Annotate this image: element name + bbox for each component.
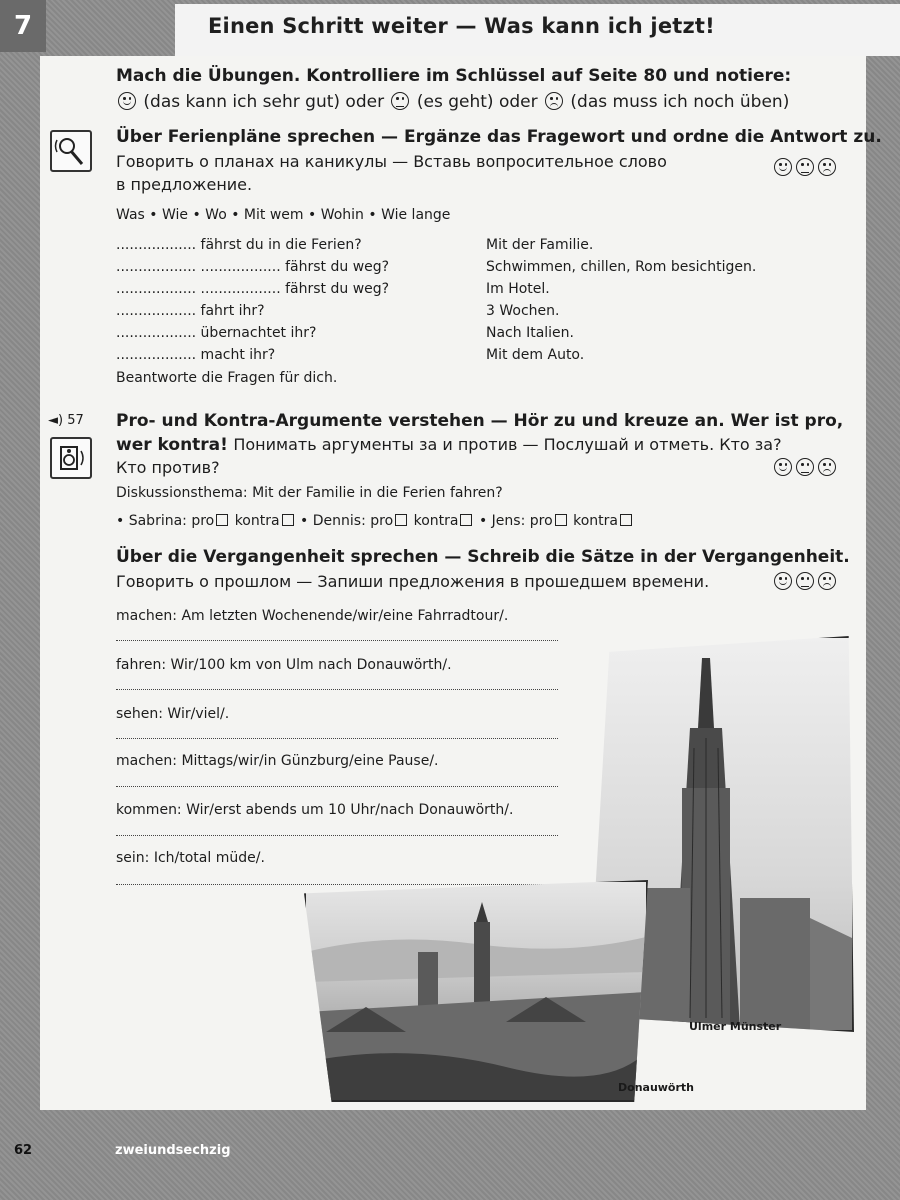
section1-ru-line2: в предложение. [116,175,253,194]
page-number: 62 [14,1143,33,1158]
sad-face-icon[interactable] [818,458,836,476]
prompt-2: fahren: Wir/100 km von Ulm nach Donauwörth/. [116,657,452,673]
checkbox-jens-pro[interactable] [555,514,567,526]
question-6[interactable]: .................. macht ihr? [116,347,276,363]
discussion-topic: Diskussionsthema: Mit der Familie in die Ferien fahren? [116,485,503,501]
checkbox-dennis-kontra[interactable] [460,514,472,526]
page-number-word: zweiundsechzig [115,1143,231,1158]
question-5[interactable]: .................. übernachtet ihr? [116,325,317,341]
answer-line-6[interactable] [116,884,558,885]
cathedral-caption: Ulmer Münster [689,1020,782,1033]
intro-legend [116,92,789,112]
person-sabrina: Sabrina: [128,513,187,529]
neutral-face-icon[interactable] [796,572,814,590]
microphone-icon [50,130,92,172]
kontra-label: kontra [413,513,459,529]
neutral-face-icon[interactable] [796,458,814,476]
track-number: 57 [67,413,84,428]
pro-label: pro [370,513,394,529]
section2-ru-line2: Кто против? [116,458,220,477]
person-dennis: Dennis: [312,513,366,529]
checkbox-dennis-pro[interactable] [395,514,407,526]
self-assessment-2[interactable] [774,458,836,476]
audio-track[interactable] [48,413,84,428]
answer-1: Mit der Familie. [486,237,594,253]
chapter-number: 7 [0,0,46,52]
happy-face-icon[interactable] [774,458,792,476]
self-assessment-3[interactable] [774,572,836,590]
section1-ru-line1: Говорить о планах на каникулы — Вставь вопросительное слово [116,152,667,171]
checkbox-sabrina-pro[interactable] [216,514,228,526]
checkbox-jens-kontra[interactable] [620,514,632,526]
question-4[interactable]: .................. fahrt ihr? [116,303,265,319]
prompt-5: kommen: Wir/erst abends um 10 Uhr/nach Donauwörth/. [116,802,514,818]
speaker-icon: ◄) [48,413,64,428]
listening-icon [50,437,92,479]
answer-line-1[interactable] [116,640,558,641]
section2-line2 [116,435,782,455]
town-photo [304,880,648,1102]
pro-label: pro [191,513,215,529]
section3-ru: Говорить о прошлом — Запиши предложения в прошедшем времени. [116,572,710,591]
section3-title: Über die Vergangenheit sprechen — Schreib die Sätze in der Vergangenheit. [116,547,850,567]
word-bank: Was • Wie • Wo • Mit wem • Wohin • Wie lange [116,207,451,223]
answer-6: Mit dem Auto. [486,347,585,363]
bullet: • [300,513,309,529]
happy-face-icon[interactable] [774,572,792,590]
section2-ru: Понимать аргументы за и против — Послушай и отметь. Кто за? [233,435,782,454]
legend-ok: (es geht) oder [416,92,538,112]
answer-line-4[interactable] [116,786,558,787]
town-caption: Donauwörth [618,1081,695,1094]
answer-line-2[interactable] [116,689,558,690]
sad-face-icon [545,92,563,110]
sad-face-icon[interactable] [818,158,836,176]
kontra-label: kontra [234,513,280,529]
happy-face-icon[interactable] [774,158,792,176]
answer-2: Schwimmen, chillen, Rom besichtigen. [486,259,757,275]
question-1[interactable]: .................. fährst du in die Ferien? [116,237,362,253]
question-2[interactable]: .................. .................. fährst du weg? [116,259,390,275]
page-title: Einen Schritt weiter — Was kann ich jetzt! [208,14,715,38]
section2-title-b: wer kontra! [116,435,228,455]
prompt-6: sein: Ich/total müde/. [116,850,265,866]
prompt-1: machen: Am letzten Wochenende/wir/eine Fahrradtour/. [116,608,509,624]
prompt-4: machen: Mittags/wir/in Günzburg/eine Pause/. [116,753,439,769]
bullet: • [116,513,125,529]
sad-face-icon[interactable] [818,572,836,590]
pro-label: pro [529,513,553,529]
person-jens: Jens: [491,513,526,529]
question-3[interactable]: .................. .................. fährst du weg? [116,281,390,297]
answer-4: 3 Wochen. [486,303,560,319]
neutral-face-icon [391,92,409,110]
bullet: • [478,513,488,529]
self-assessment-1[interactable] [774,158,836,176]
legend-bad: (das muss ich noch üben) [570,92,790,112]
prompt-3: sehen: Wir/viel/. [116,706,230,722]
legend-good: (das kann ich sehr gut) oder [143,92,385,112]
happy-face-icon [118,92,136,110]
answer-3: Im Hotel. [486,281,550,297]
section1-title: Über Ferienpläne sprechen — Ergänze das Fragewort und ordne die Antwort zu. [116,127,882,147]
kontra-label: kontra [573,513,618,529]
neutral-face-icon[interactable] [796,158,814,176]
intro-instruction: Mach die Übungen. Kontrolliere im Schlüssel auf Seite 80 und notiere: [116,66,792,86]
checkbox-sabrina-kontra[interactable] [282,514,294,526]
pro-contra-row [116,513,634,529]
answer-line-5[interactable] [116,835,558,836]
followup-task: Beantworte die Fragen für dich. [116,370,338,386]
section2-title: Pro- und Kontra-Argumente verstehen — Hör zu und kreuze an. Wer ist pro, [116,411,844,431]
answer-5: Nach Italien. [486,325,574,341]
answer-line-3[interactable] [116,738,558,739]
